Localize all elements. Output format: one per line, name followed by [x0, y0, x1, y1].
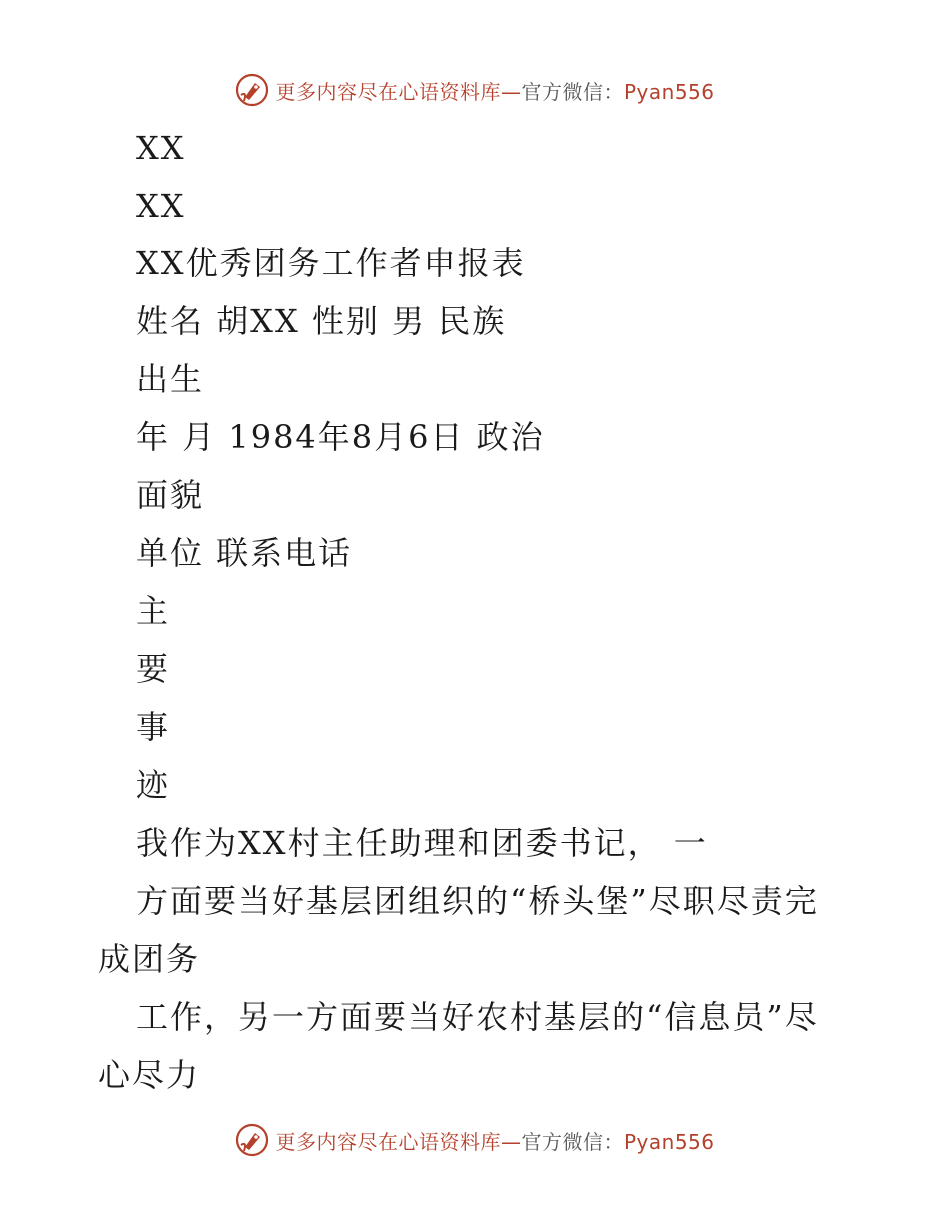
header-banner-dash: —	[500, 79, 522, 104]
doc-paragraph-line-2: 方面要当好基层团组织的“桥头堡”尽职尽责完	[136, 882, 819, 920]
header-banner-main-text: 更多内容尽在心语资料库	[275, 79, 501, 104]
header-banner-official-label: 官方微信：	[521, 79, 624, 104]
doc-line-important: 要	[136, 650, 171, 688]
doc-line-main: 主	[136, 592, 171, 630]
footer-banner-wechat-id: Pyan556	[623, 1129, 715, 1154]
doc-paragraph-line-5: 心尽力	[98, 1056, 201, 1094]
doc-line-1: XX	[136, 129, 186, 167]
footer-banner-main-text: 更多内容尽在心语资料库	[275, 1129, 501, 1154]
doc-line-unit-phone: 单位 联系电话	[136, 534, 353, 572]
header-banner-inner	[235, 73, 714, 107]
footer-banner-inner	[235, 1123, 714, 1157]
doc-line-birth: 出生	[136, 360, 205, 398]
pen-nib-icon	[235, 1123, 269, 1157]
pen-nib-icon	[235, 73, 269, 107]
doc-paragraph-line-4: 工作，另一方面要当好农村基层的“信息员”尽	[136, 998, 819, 1036]
header-banner-text	[275, 76, 714, 105]
doc-line-political-status: 面貌	[136, 476, 205, 514]
doc-paragraph-line-3: 成团务	[98, 940, 201, 978]
doc-line-birthdate-political: 年 月 1984年8月6日 政治	[136, 418, 545, 456]
footer-banner-official-label: 官方微信：	[521, 1129, 624, 1154]
footer-banner-text	[275, 1126, 714, 1155]
footer-banner	[0, 1118, 950, 1162]
footer-banner-dash: —	[500, 1129, 522, 1154]
doc-line-2: XX	[136, 187, 186, 225]
doc-line-traces: 迹	[136, 766, 171, 804]
doc-title: XX优秀团务工作者申报表	[136, 244, 526, 282]
header-banner	[0, 68, 950, 112]
doc-line-name-gender-ethnicity: 姓名 胡XX 性别 男 民族	[136, 302, 507, 340]
doc-paragraph-line-1: 我作为XX村主任助理和团委书记， 一	[136, 824, 708, 862]
header-banner-wechat-id: Pyan556	[623, 79, 715, 104]
doc-line-deeds: 事	[136, 708, 171, 746]
